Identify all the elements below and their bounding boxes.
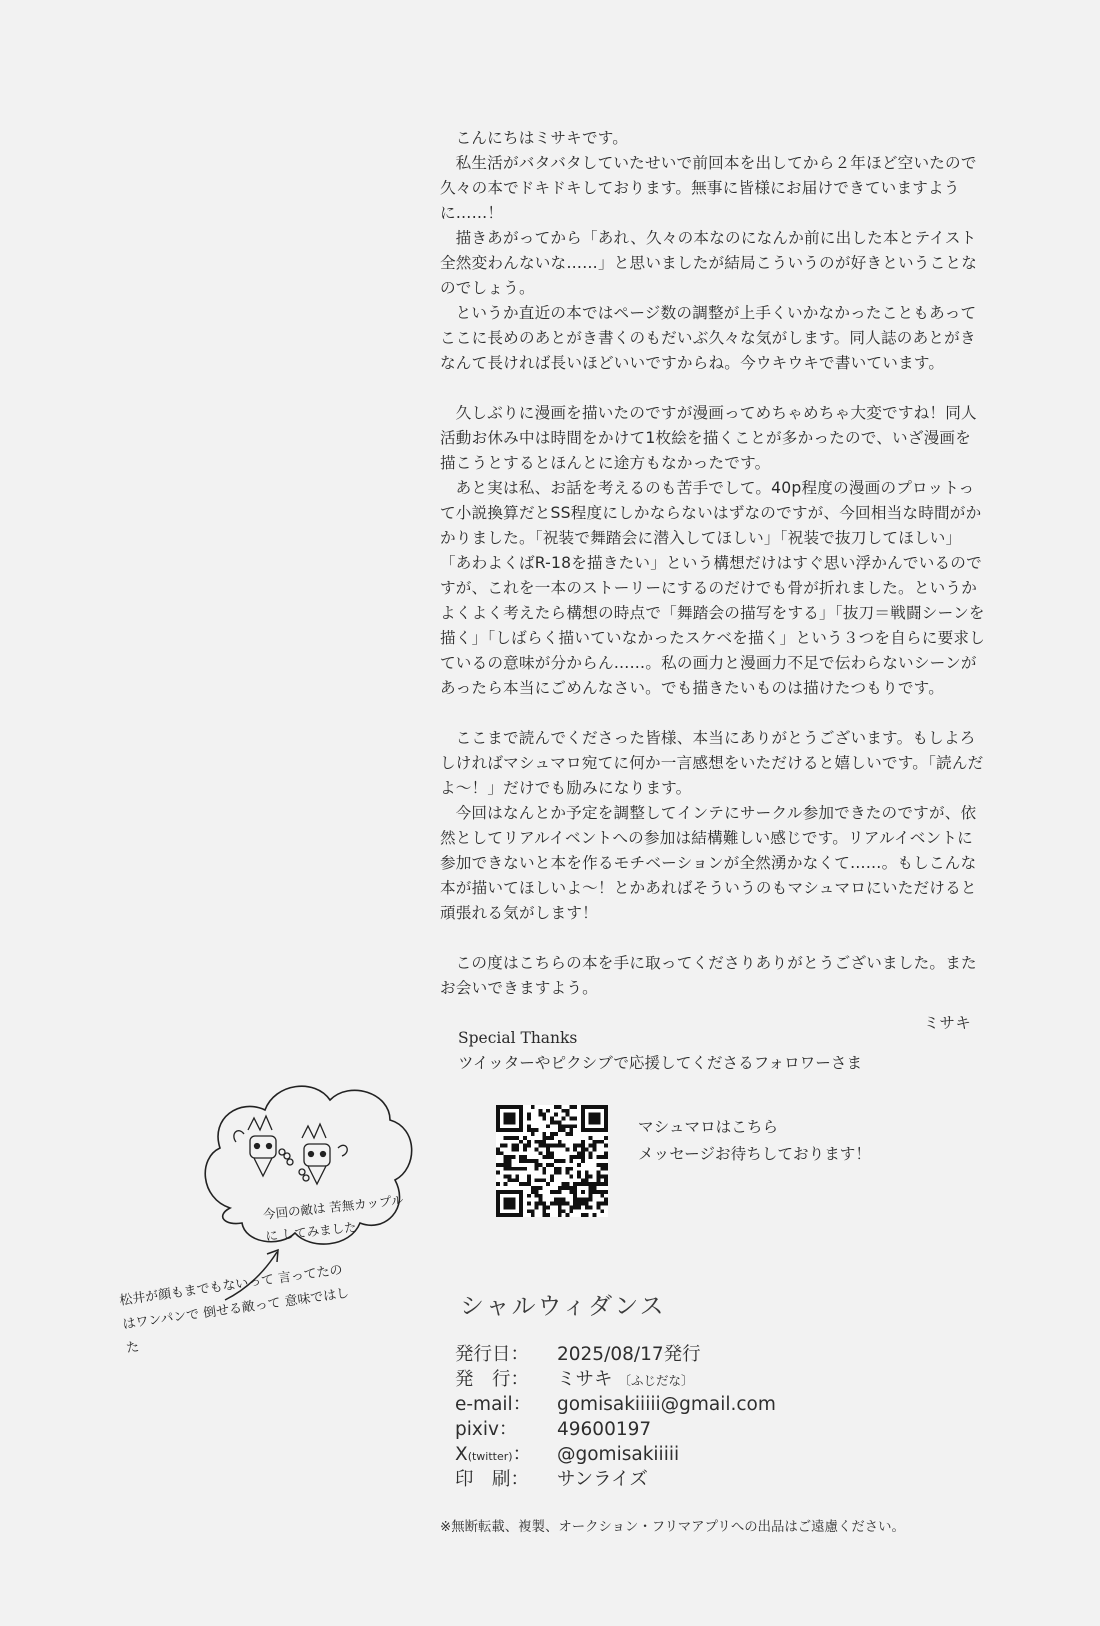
colophon (455, 1342, 935, 1492)
colophon-label: e-mail： (455, 1394, 532, 1415)
colophon-row-issue-date (455, 1342, 935, 1367)
paragraph: こんにちはミサキです。 (455, 129, 629, 147)
sketch-cloud-note: 今回の敵は 苦無カップルに してみました (262, 1192, 405, 1244)
qr-caption-line: マシュマロはこちら (638, 1118, 779, 1136)
colophon-label (455, 1442, 557, 1467)
colophon-label: 発行日： (455, 1344, 530, 1365)
paragraph: ここまで読んでくださった皆様、本当にありがとうございます。もしよろしければマシュマロ宛てに何か一言感想をいただけると嬉しいです。「読んだよ～！」だけでも励みになります。 (440, 729, 984, 797)
pixiv-id[interactable]: 49600197 (557, 1419, 652, 1440)
colophon-row-publisher (455, 1367, 935, 1392)
colophon-value: サンライズ (557, 1469, 648, 1490)
x-label-colon: ： (512, 1444, 532, 1465)
qr-code-icon (496, 1105, 608, 1217)
special-thanks-title: Special Thanks (458, 1029, 578, 1047)
colophon-value: ミサキ (557, 1369, 613, 1390)
paragraph: 今回はなんとか予定を調整してインテにサークル参加できたのですが、依然としてリアルイベントへの参加は結構難しい感じです。リアルイベントに参加できないと本を作るモチベーションが全然湧かなくて……。もしこんな本が描いてほしいよ～！とかあればそういうのもマシュマロにいただけると頑張れる気がします！ (440, 804, 977, 922)
colophon-label: 発 行： (455, 1369, 530, 1390)
colophon-label: pixiv： (455, 1419, 518, 1440)
qr-code[interactable] (496, 1105, 608, 1217)
qr-caption (638, 1114, 958, 1168)
paragraph: この度はこちらの本を手に取ってくださりありがとうございました。またお会いできますよう。 (440, 954, 977, 997)
sketch-side-note: 松井が顔もまでもないって 言ってたのはワンパンで 倒せる敵って 意味ではした (118, 1262, 351, 1357)
paragraph: 描きあがってから「あれ、久々の本なのになんか前に出した本とテイスト全然変わんないな……」と思いましたが結局こういうのが好きということなのでしょう。 (440, 229, 977, 297)
qr-caption-line: メッセージお待ちしております！ (638, 1145, 871, 1163)
x-label-sub: (twitter) (467, 1450, 513, 1463)
paragraph: あと実は私、お話を考えるのも苦手でして。40p程度の漫画のプロットって小説換算だとSS程度にしかならないはずなのですが、今回相当な時間がかかりました。「祝装で舞踏会に潜入してほしい」「祝装で抜刀してほしい」「あわよくばR-18を描きたい」という構想だけはすぐ思い浮かんでいるのですが、これを一本のストーリーにするのだけでも骨が折れました。というかよくよく考えたら構想の時点で「舞踏会の描写をする」「抜刀＝戦闘シーンを描く」「しばらく描いていなかったスケベを描く」という３つを自らに要求しているの意味が分からん……。私の画力と漫画力不足で伝わらないシーンがあったら本当にごめんなさい。でも描きたいものは描けたつもりです。 (440, 479, 985, 697)
colophon-label: 印 刷： (455, 1469, 530, 1490)
colophon-row-printer (455, 1467, 935, 1492)
publisher-circle-note: 〔ふじだな〕 (618, 1373, 694, 1388)
copyright-notice: ※無断転載、複製、オークション・フリマアプリへの出品はご遠慮ください。 (440, 1520, 905, 1535)
book-title: シャルウィダンス (460, 1292, 666, 1320)
colophon-row-email (455, 1392, 935, 1417)
special-thanks (458, 1026, 978, 1076)
x-handle[interactable]: @gomisakiiiii (557, 1444, 680, 1465)
paragraph: 私生活がバタバタしていたせいで前回本を出してから２年ほど空いたので久々の本でドキドキしております。無事に皆様にお届けできていますように……！ (440, 154, 977, 222)
paragraph: というか直近の本ではページ数の調整が上手くいかなかったこともあってここに長めのあとがき書くのもだいぶ久々な気がします。同人誌のあとがきなんて長ければ長いほどいいですからね。今ウキウキで書いています。 (440, 304, 977, 372)
paragraph: 久しぶりに漫画を描いたのですが漫画ってめちゃめちゃ大変ですね！同人活動お休み中は時間をかけて1枚絵を描くことが多かったので、いざ漫画を描こうとするとほんとに途方もなかったです。 (440, 404, 977, 472)
signature: ミサキ (923, 1014, 971, 1032)
colophon-value: 2025/08/17発行 (557, 1344, 701, 1365)
afterword-text (440, 126, 985, 1036)
colophon-row-pixiv (455, 1417, 935, 1442)
email-link[interactable]: gomisakiiiii@gmail.com (557, 1394, 776, 1415)
colophon-row-x (455, 1442, 935, 1467)
x-label: X (455, 1444, 468, 1465)
special-thanks-body: ツイッターやピクシブで応援してくださるフォロワーさま (458, 1054, 863, 1072)
